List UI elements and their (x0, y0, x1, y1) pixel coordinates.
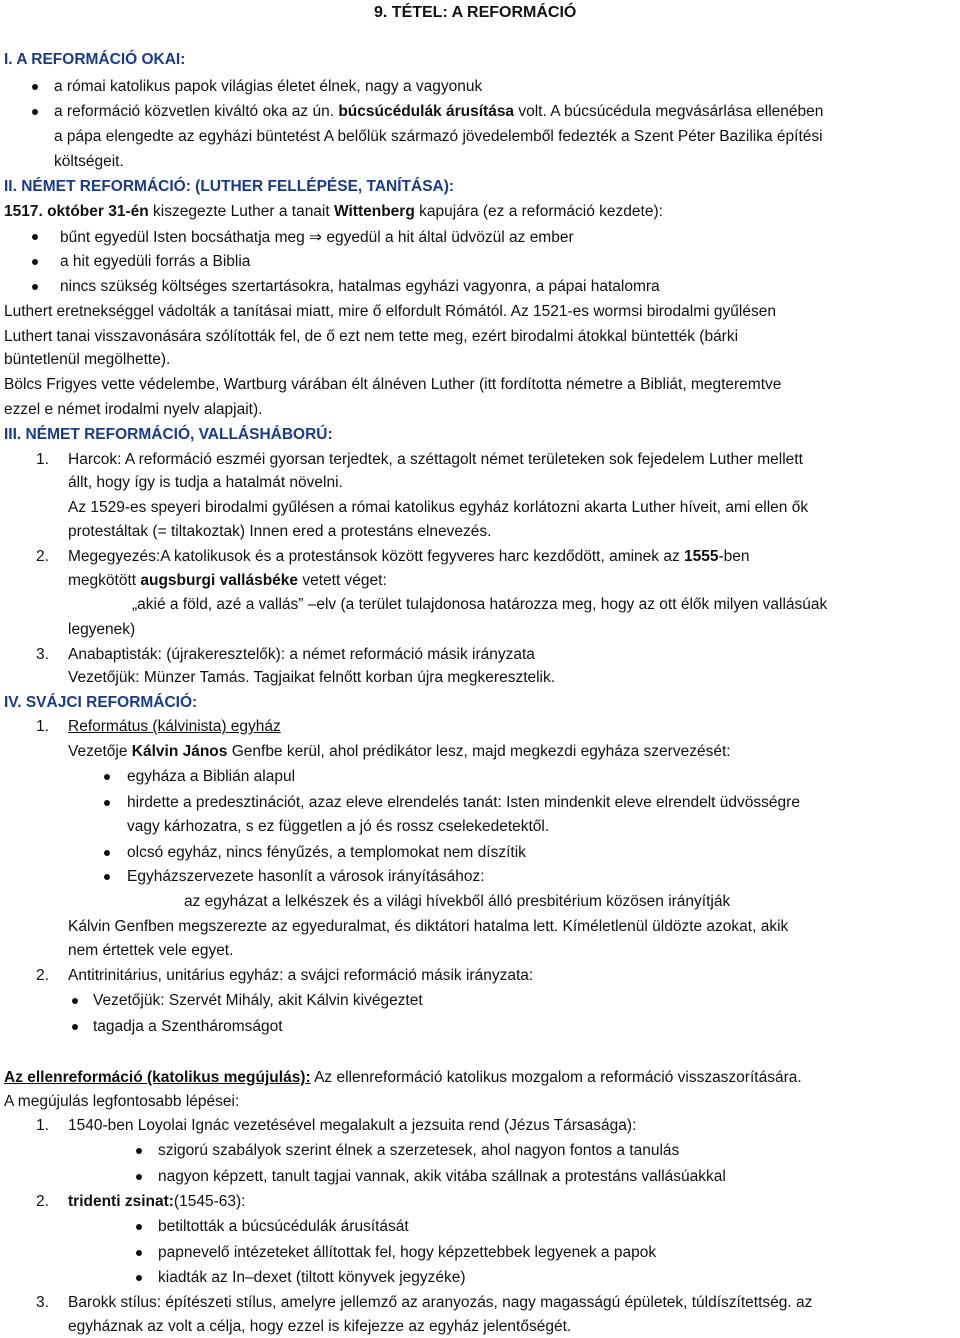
s3-item-1-line-4: protestáltak (= tiltakoztak) Innen ered a protestáns elnevezés. (68, 523, 492, 540)
s3-item-2-line-2: megkötött augsburgi vallásbéke vetett véget: (68, 572, 387, 589)
bullet-icon (32, 109, 38, 115)
s4-item-1-line-2: Vezetője Kálvin János Genfbe kerül, ahol prédikátor lesz, majd megkezdi egyháza szervezését: (68, 743, 731, 760)
s4-number-1: 1. (36, 718, 49, 735)
bullet-icon (32, 284, 38, 290)
s5-number-2: 2. (36, 1193, 49, 1210)
s2-para-1-line-3: büntetlenül megölhette). (4, 351, 171, 368)
s3-item-2-line-3: „akié a föld, azé a vallás” –elv (a terület tulajdonosa határozza meg, hogy az ott élők milyen vallásúak (132, 596, 828, 613)
s4-item-1-title: Református (kálvinista) egyház (68, 718, 281, 735)
section-2-heading: II. NÉMET REFORMÁCIÓ: (LUTHER FELLÉPÉSE, TANÍTÁSA): (4, 178, 455, 195)
s3-item-3-line-1: Anabaptisták: (újrakeresztelők): a német reformáció másik irányzata (68, 646, 535, 663)
s4-bullet-3: olcsó egyház, nincs fényűzés, a templomokat nem díszítik (127, 844, 526, 861)
s5-intro: A megújulás legfontosabb lépései: (4, 1093, 240, 1110)
bullet-icon (72, 1024, 78, 1030)
s5-item-1: 1540-ben Loyolai Ignác vezetésével megalakult a jezsuita rend (Jézus Társasága): (68, 1117, 637, 1134)
s4-item-2-bullet-1: Vezetőjük: Szervét Mihály, akit Kálvin kivégeztet (93, 992, 423, 1009)
s5-item-1-bullet-2: nagyon képzett, tanult tagjai vannak, akik vitába szállnak a protestáns vallásúakkal (158, 1168, 726, 1185)
bullet-icon (104, 774, 110, 780)
s1-bullet-1: a római katolikus papok világias életet élnek, nagy a vagyonuk (54, 78, 483, 95)
s3-item-2-line-1: Megegyezés:A katolikusok és a protestánsok között fegyveres harc kezdődött, aminek az 1555-ben (68, 548, 750, 565)
section-1-heading: I. A REFORMÁCIÓ OKAI: (4, 51, 186, 68)
s2-bullet-2: a hit egyedüli forrás a Biblia (60, 253, 251, 270)
s1-bullet-2: a reformáció közvetlen kiváltó oka az ún. búcsúcédulák árusítása volt. A búcsúcédula megvásárlása ellenében (54, 103, 824, 120)
bullet-icon (136, 1250, 142, 1256)
s2-bullet-1: bűnt egyedül Isten bocsáthatja meg ⇒ egyedül a hit által üdvözül az ember (60, 228, 574, 246)
s3-item-1-line-1: Harcok: A reformáció eszméi gyorsan terjedtek, a széttagolt német területeken sok fejedelem Luther mellett (68, 451, 803, 468)
section-5-heading: Az ellenreformáció (katolikus megújulás): (4, 1069, 311, 1086)
s4-bullet-4-line-1: Egyházszervezete hasonlít a városok irányításához: (127, 868, 485, 885)
bullet-icon (104, 874, 110, 880)
s5-number-3: 3. (36, 1294, 49, 1311)
s5-item-2: tridenti zsinat:(1545-63): (68, 1193, 246, 1210)
s2-para-2-line-1: Bölcs Frigyes vette védelembe, Wartburg várában élt álnéven Luther (itt fordította németre a Bibliát, megteremtve (4, 376, 782, 393)
s4-para-line-1: Kálvin Genfben megszerezte az egyeduralmat, és diktátori hatalma lett. Kíméletlenül üldözte azokat, akik (68, 918, 789, 935)
s2-bullet-3: nincs szükség költséges szertartásokra, hatalmas egyházi vagyonra, a pápai hatalomra (60, 278, 660, 295)
bullet-icon (136, 1275, 142, 1281)
s4-para-line-2: nem értettek vele egyet. (68, 942, 234, 959)
s4-bullet-2-line-1: hirdette a predesztinációt, azaz eleve elrendelés tanát: Isten mindenkit eleve elrendelt üdvösségre (127, 794, 800, 811)
s5-item-3-line-2: egyháznak az volt a célja, hogy ezzel is kifejezze az egyház jelentőségét. (68, 1318, 572, 1335)
s4-bullet-1: egyháza a Biblián alapul (127, 768, 296, 785)
s3-item-1-line-3: Az 1529-es speyeri birodalmi gyűlésen a római katolikus egyház korlátozni akarta Luther híveit, ami ellen ők (68, 499, 809, 516)
section-3-heading: III. NÉMET REFORMÁCIÓ, VALLÁSHÁBORÚ: (4, 426, 333, 443)
bullet-icon (104, 800, 110, 806)
bullet-icon (104, 850, 110, 856)
section-4-heading: IV. SVÁJCI REFORMÁCIÓ: (4, 694, 198, 711)
s2-para-1-line-1: Luthert eretnekséggel vádolták a tanításai miatt, mire ő elfordult Rómától. Az 1521-es wormsi birodalmi gyűlésen (4, 303, 776, 320)
bullet-icon (32, 259, 38, 265)
s5-heading-line: Az ellenreformáció (katolikus megújulás): Az ellenreformáció katolikus mozgalom a reformáció visszaszorítására. (4, 1069, 802, 1086)
s3-item-3-line-2: Vezetőjük: Münzer Tamás. Tagjaikat felnőtt korban újra megkeresztelik. (68, 669, 556, 686)
s5-item-3-line-1: Barokk stílus: építészeti stílus, amelyre jellemző az aranyozás, nagy magasságú épületek, túldíszítettség. az (68, 1294, 813, 1311)
s1-bullet-2-line-3: költségeit. (54, 153, 124, 170)
s1-bullet-2-line-2: a pápa elengedte az egyházi büntetést A belőlük származó jövedelemből fedezték a Szent Péter Bazilika építési (54, 128, 823, 145)
s4-number-2: 2. (36, 967, 49, 984)
s4-bullet-2-line-2: vagy kárhozatra, s ez független a jó és rossz cselekedetektől. (127, 818, 550, 835)
bullet-icon (32, 84, 38, 90)
s2-para-1-line-2: Luthert tanai visszavonására szólították fel, de ő ezt nem tette meg, ezért birodalmi átokkal büntették (bárki (4, 328, 739, 345)
s5-item-2-bullet-1: betiltották a búcsúcédulák árusítását (158, 1218, 409, 1235)
s5-item-2-bullet-3: kiadták az In–dexet (tiltott könyvek jegyzéke) (158, 1269, 466, 1286)
s4-bullet-4-line-2: az egyházat a lelkészek és a világi hívekből álló presbitérium közösen irányítják (184, 893, 731, 910)
s5-item-2-bullet-2: papnevelő intézeteket állítottak fel, hogy képzettebbek legyenek a papok (158, 1244, 657, 1261)
bullet-icon (72, 998, 78, 1004)
s3-item-1-line-2: állt, hogy így is tudja a hatalmát növelni. (68, 474, 343, 491)
s4-item-2-line-1: Antitrinitárius, unitárius egyház: a svájci reformáció másik irányzata: (68, 967, 534, 984)
s5-number-1: 1. (36, 1117, 49, 1134)
bullet-icon (136, 1148, 142, 1154)
s3-number-1: 1. (36, 451, 49, 468)
bullet-icon (136, 1224, 142, 1230)
s4-item-2-bullet-2: tagadja a Szentháromságot (93, 1018, 283, 1035)
s3-item-2-line-4: legyenek) (68, 621, 136, 638)
page-title: 9. TÉTEL: A REFORMÁCIÓ (374, 4, 577, 21)
s3-number-2: 2. (36, 548, 49, 565)
s5-item-1-bullet-1: szigorú szabályok szerint élnek a szerzetesek, ahol nagyon fontos a tanulás (158, 1142, 680, 1159)
s2-intro: 1517. október 31-én kiszegezte Luther a tanait Wittenberg kapujára (ez a reformáció kezdete): (4, 203, 663, 220)
implies-arrow-icon: ⇒ (309, 228, 323, 246)
bullet-icon (32, 234, 38, 240)
bullet-icon (136, 1174, 142, 1180)
s2-para-2-line-2: ezzel e német irodalmi nyelv alapjait). (4, 401, 263, 418)
s3-number-3: 3. (36, 646, 49, 663)
